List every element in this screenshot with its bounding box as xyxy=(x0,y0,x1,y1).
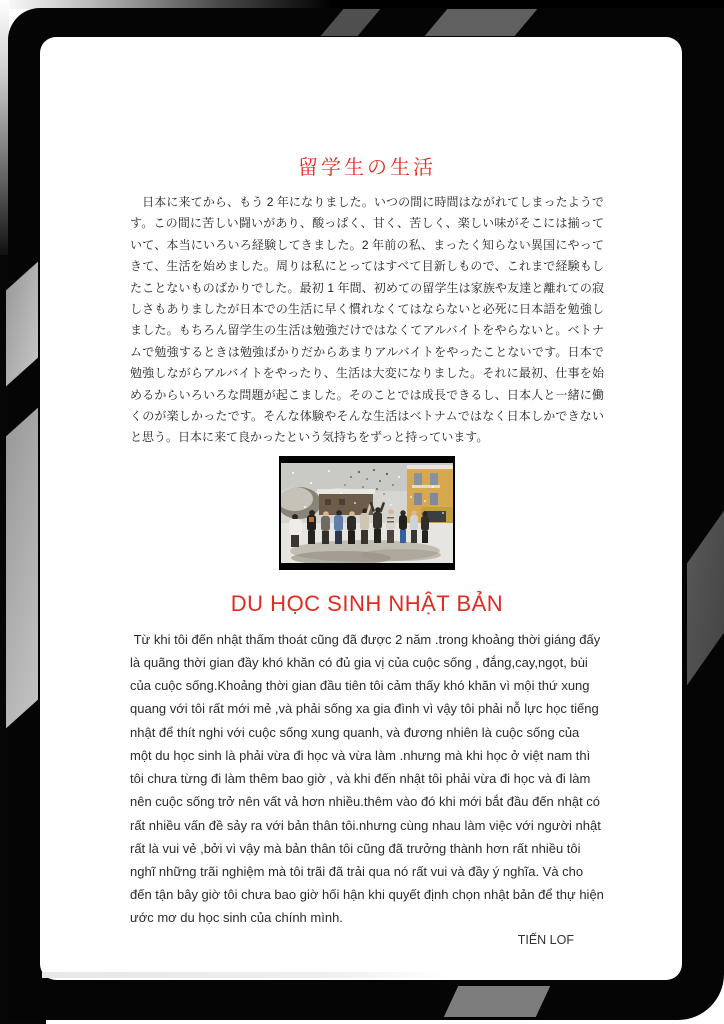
tablet-screen xyxy=(40,37,682,980)
vietnamese-paragraph: Từ khi tôi đến nhật thấm thoát cũng đã được 2 năm .trong khoảng thời giáng đấy là quãng thời gian đầy khó khăn có đủ gia vị của cuộc sống , đắng,cay,ngọt, bùi của cuộc sống.Khoảng thời gian đầu tiên tôi cảm thấy khó khăn vì mội thứ xung quang với tôi rất mới mẻ ,và phải sống xa gia đình vì vậy tôi phải nỗ lực học tiếng nhật để thít nghi với cuộc sống xung quanh, và đương nhiên là cuộc sống của một du học sinh là phải vừa đi học và vừa làm .nhưng mà khi học ở việt nam thì tôi chưa từng đi làm thêm bao giờ , và khi đến nhật tôi phải vừa đi học và đi làm nên cuộc sống trở nên vất vả hơn nhiều.thêm vào đó khi mới bắt đầu đến nhật có rất nhiều vấn đề sảy ra với bản thân tôi.nhưng cùng nhau làm việc với người nhật rất là vui vẻ ,bởi vì vậy mà bản thân tôi cũng đã trưởng thành hơn rất nhiều tôi nghĩ những trãi nghiệm mà tôi trãi đã trải qua nó rất vui và đầy ý nghĩa. Và cho đến tận bây giờ tôi chưa bao giờ hối hận khi quyết định chọn nhật bản để thự hiện ước mơ du học sinh của chính mình. xyxy=(130,631,604,926)
author-signature: TIẾN LOF xyxy=(517,932,574,947)
bezel-stripe-left-2 xyxy=(6,408,38,729)
page-bottom-shade xyxy=(42,972,450,978)
snow-scene-illustration xyxy=(281,463,453,563)
students-snow-photo xyxy=(279,456,455,570)
vietnamese-title: DU HỌC SINH NHẬT BẢN xyxy=(230,590,504,616)
bezel-stripe-bottom xyxy=(444,986,550,1017)
japanese-paragraph: 日本に来てから、もう 2 年になりました。いつの間に時間はながれてしまったようです。この間に苦しい闘いがあり、酸っぱく、甘く、苦しく、楽しい味がそこには揃っていて、本当にいろいろ経験してきました。2 年前の私、まったく知らない異国にやってきて、生活を始めました。周りは私にとってはすべて目新しもので、これまで経験もしたことないものばかりでした。最初 1 年間、初めての留学生は家族や友達と離れての寂しさもありましたが日本での生活に早く慣れなくてはならないと必死に日本語を勉強しました。もちろん留学生の生活は勉強だけではなくてアルバイトをやらないと。ベトナムで勉強するときは勉強ばかりだからあまりアルバイトをやったことないです。日本で勉強しながらアルバイトをやったり、生活は大変になりました。それに最初、仕事を始めるからいろいろな問題が起こました。そのことでは成長できるし、日本人と一緒に働くのが楽しかったです。そんな体験やそんな生活はベトナムではなく日本しかできないと思う。日本に来て良かったという気持ちをずっと持っています。 xyxy=(130,195,604,445)
document-content xyxy=(130,37,604,947)
japanese-title: 留学生の生活 xyxy=(298,157,436,179)
